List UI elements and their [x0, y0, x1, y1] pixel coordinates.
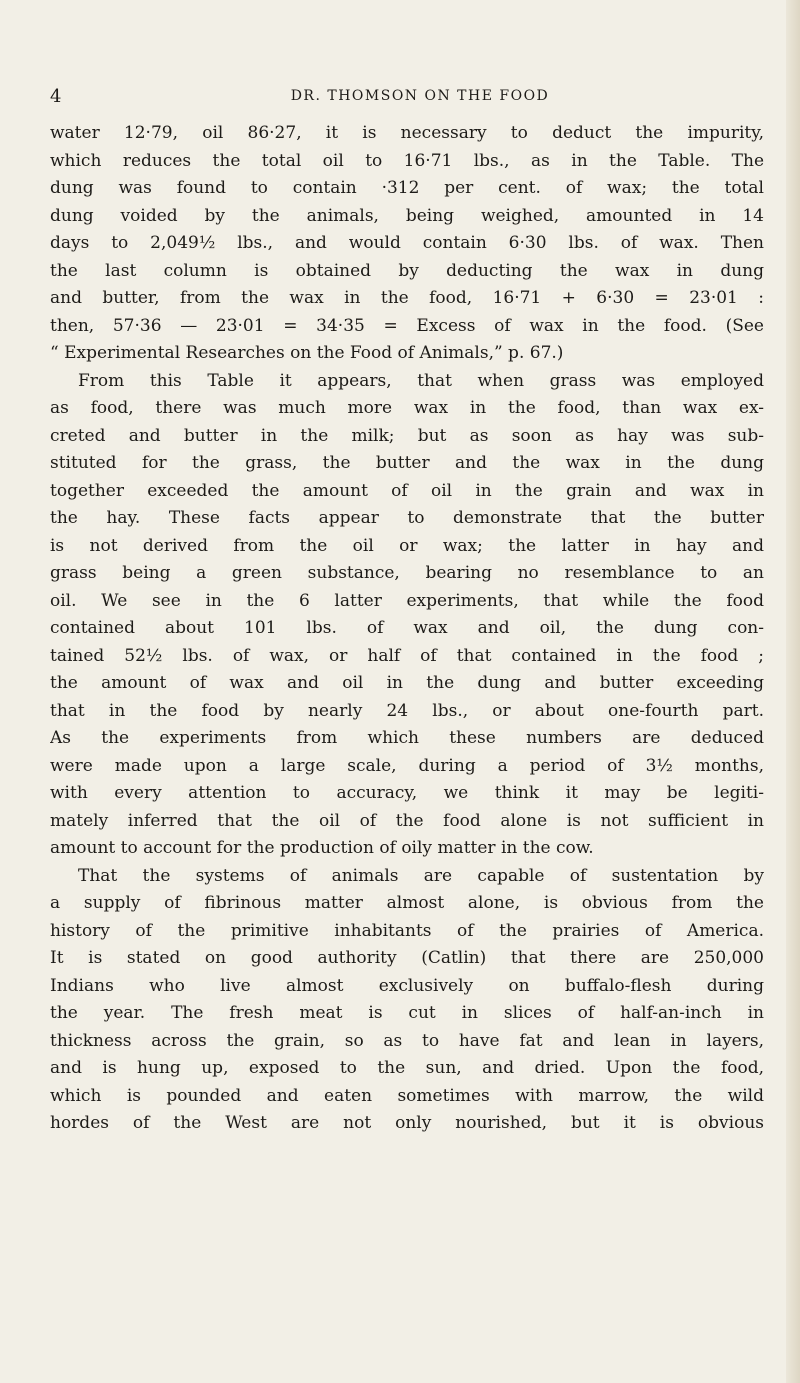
text-line: a supply of fibrinous matter almost alone, is obvious from the: [50, 893, 764, 913]
text-line: oil. We see in the 6 latter experiments, that while the food: [50, 590, 764, 611]
text-line: “ Experimental Researches on the Food of Animals,” p. 67.): [50, 343, 564, 363]
running-title: DR. THOMSON ON THE FOOD: [290, 88, 550, 104]
paragraph: [50, 120, 764, 368]
text-line: That the systems of animals are capable of sustentation by: [78, 865, 764, 886]
text-line: the year. The fresh meat is cut in slices of half-an-inch in: [50, 1003, 764, 1023]
text-line: and butter, from the wax in the food, 16·71 + 6·30 = 23·01 :: [50, 288, 764, 308]
text-line: which is pounded and eaten sometimes with marrow, the wild: [50, 1085, 764, 1106]
text-line: mately inferred that the oil of the food alone is not sufficient in: [50, 810, 764, 831]
paragraph: [50, 368, 764, 863]
text-line: then, 57·36 — 23·01 = 34·35 = Excess of wax in the food. (See: [50, 315, 764, 336]
running-head: [50, 86, 790, 112]
page-number: 4: [50, 86, 62, 107]
text-line: creted and butter in the milk; but as soon as hay was sub-: [50, 425, 764, 446]
text-line: Indians who live almost exclusively on buffalo-flesh during: [50, 975, 764, 996]
text-line: grass being a green substance, bearing no resemblance to an: [50, 563, 764, 583]
text-line: dung was found to contain ·312 per cent. of wax; the total: [50, 178, 764, 198]
text-line: thickness across the grain, so as to have fat and lean in layers,: [50, 1030, 764, 1051]
text-line: is not derived from the oil or wax; the latter in hay and: [50, 535, 764, 556]
text-line: which reduces the total oil to 16·71 lbs., as in the Table. The: [50, 150, 764, 171]
paragraph: [50, 863, 764, 1138]
text-line: the last column is obtained by deducting the wax in dung: [50, 260, 764, 281]
text-line: stituted for the grass, the butter and the wax in the dung: [50, 453, 764, 473]
text-line: and is hung up, exposed to the sun, and dried. Upon the food,: [50, 1058, 764, 1078]
text-line: days to 2,049½ lbs., and would contain 6·30 lbs. of wax. Then: [50, 233, 764, 253]
text-line: the amount of wax and oil in the dung and butter exceeding: [50, 673, 764, 693]
text-line: tained 52½ lbs. of wax, or half of that contained in the food ;: [50, 645, 764, 666]
text-line: As the experiments from which these numbers are deduced: [50, 728, 764, 748]
text-line: contained about 101 lbs. of wax and oil, the dung con-: [50, 618, 764, 638]
text-line: that in the food by nearly 24 lbs., or about one-fourth part.: [50, 700, 764, 721]
text-line: were made upon a large scale, during a period of 3½ months,: [50, 755, 764, 776]
text-line: the hay. These facts appear to demonstrate that the butter: [50, 508, 764, 528]
body-text: [50, 120, 764, 1138]
text-line: with every attention to accuracy, we think it may be legiti-: [50, 783, 764, 803]
text-line: history of the primitive inhabitants of the prairies of America.: [50, 920, 764, 941]
text-line: as food, there was much more wax in the food, than wax ex-: [50, 398, 764, 418]
text-line: amount to account for the production of oily matter in the cow.: [50, 838, 594, 858]
text-line: together exceeded the amount of oil in the grain and wax in: [50, 480, 764, 501]
text-line: It is stated on good authority (Catlin) that there are 250,000: [50, 948, 764, 968]
text-line: hordes of the West are not only nourished, but it is obvious: [50, 1113, 764, 1133]
text-line: dung voided by the animals, being weighed, amounted in 14: [50, 205, 764, 226]
text-line: From this Table it appears, that when grass was employed: [78, 370, 764, 391]
text-line: water 12·79, oil 86·27, it is necessary to deduct the impurity,: [50, 123, 764, 143]
page-edge-shadow: [786, 0, 800, 1383]
